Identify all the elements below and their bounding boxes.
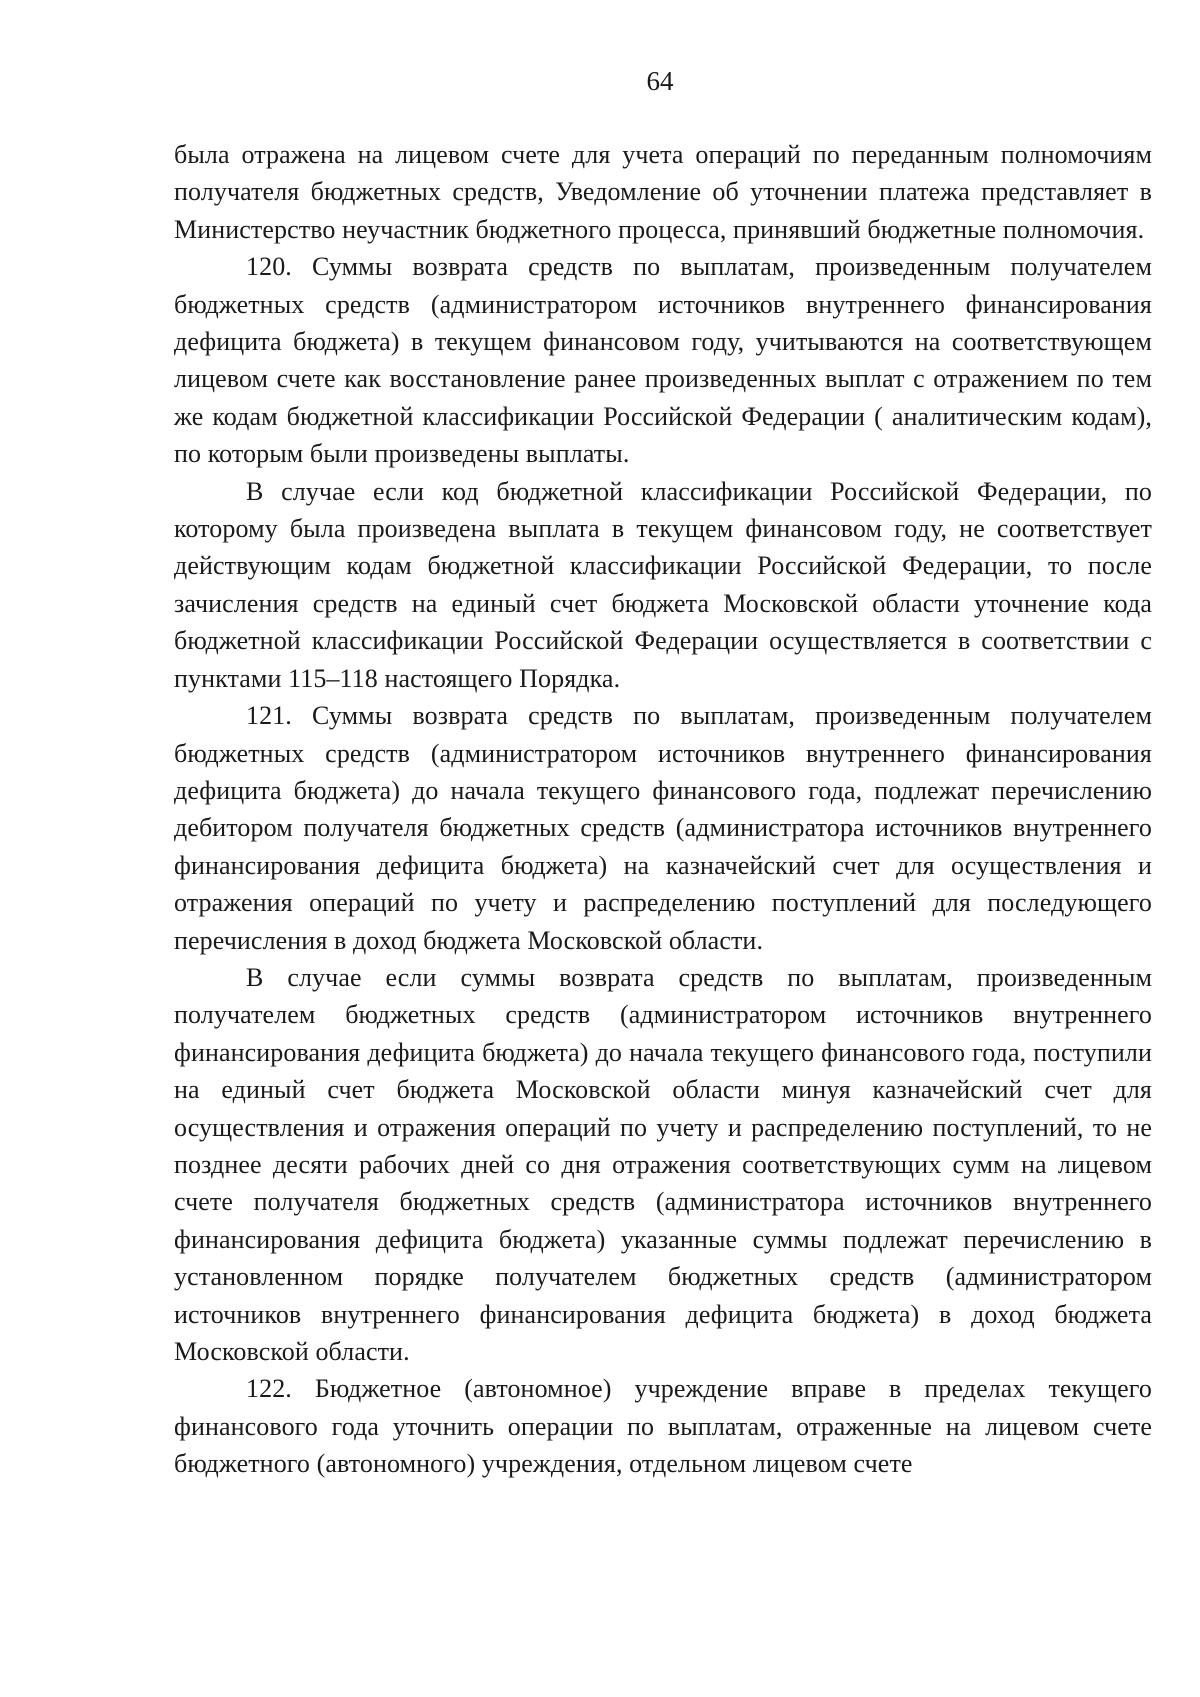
paragraph-item-120-clarification: В случае если код бюджетной классификации Российской Федерации, по которому была произведена выплата в текущем финансовом году, не соответствует действующим кодам бюджетной классификации Российской Федерации, то после зачисления средств на единый счет бюджета Московской области уточнение кода бюджетной классификации Российской Федерации осуществляется в соответствии с пунктами 115–118 настоящего Порядка. [174,476,1152,693]
page-number: 64 [646,66,674,96]
document-body [174,136,1152,1483]
paragraph-item-122: 122. Бюджетное (автономное) учреждение вправе в пределах текущего финансового года уточнить операции по выплатам, отраженные на лицевом счете бюджетного (автономного) учреждения, отдельном лицевом счете [174,1374,1152,1479]
paragraph-continuation: была отражена на лицевом счете для учета операций по переданным полномочиям получателя бюджетных средств, Уведомление об уточнении платежа представляет в Министерство неучастник бюджетного процесса, принявший бюджетные полномочия. [174,140,1152,244]
paragraph-item-120: 120. Суммы возврата средств по выплатам, произведенным получателем бюджетных средств (администратором источников внутреннего финансирования дефицита бюджета) в текущем финансовом году, учитываются на соответствующем лицевом счете как восстановление ранее произведенных выплат с отражением по тем же кодам бюджетной классификации Российской Федерации ( аналитическим кодам), по которым были произведены выплаты. [174,252,1152,469]
paragraph-item-121: 121. Суммы возврата средств по выплатам, произведенным получателем бюджетных средств (администратором источников внутреннего финансирования дефицита бюджета) до начала текущего финансового года, подлежат перечислению дебитором получателя бюджетных средств (администратора источников внутреннего финансирования дефицита бюджета) на казначейский счет для осуществления и отражения операций по учету и распределению поступлений для последующего перечисления в доход бюджета Московской области. [174,701,1152,955]
paragraph-item-121-clarification: В случае если суммы возврата средств по выплатам, произведенным получателем бюджетных средств (администратором источников внутреннего финансирования дефицита бюджета) до начала текущего финансового года, поступили на единый счет бюджета Московской области минуя казначейский счет для осуществления и отражения операций по учету и распределению поступлений, то не позднее десяти рабочих дней со дня отражения соответствующих сумм на лицевом счете получателя бюджетных средств (администратора источников внутреннего финансирования дефицита бюджета) указанные суммы подлежат перечислению в установленном порядке получателем бюджетных средств (администратором источников внутреннего финансирования дефицита бюджета) в доход бюджета Московской области. [174,962,1152,1366]
